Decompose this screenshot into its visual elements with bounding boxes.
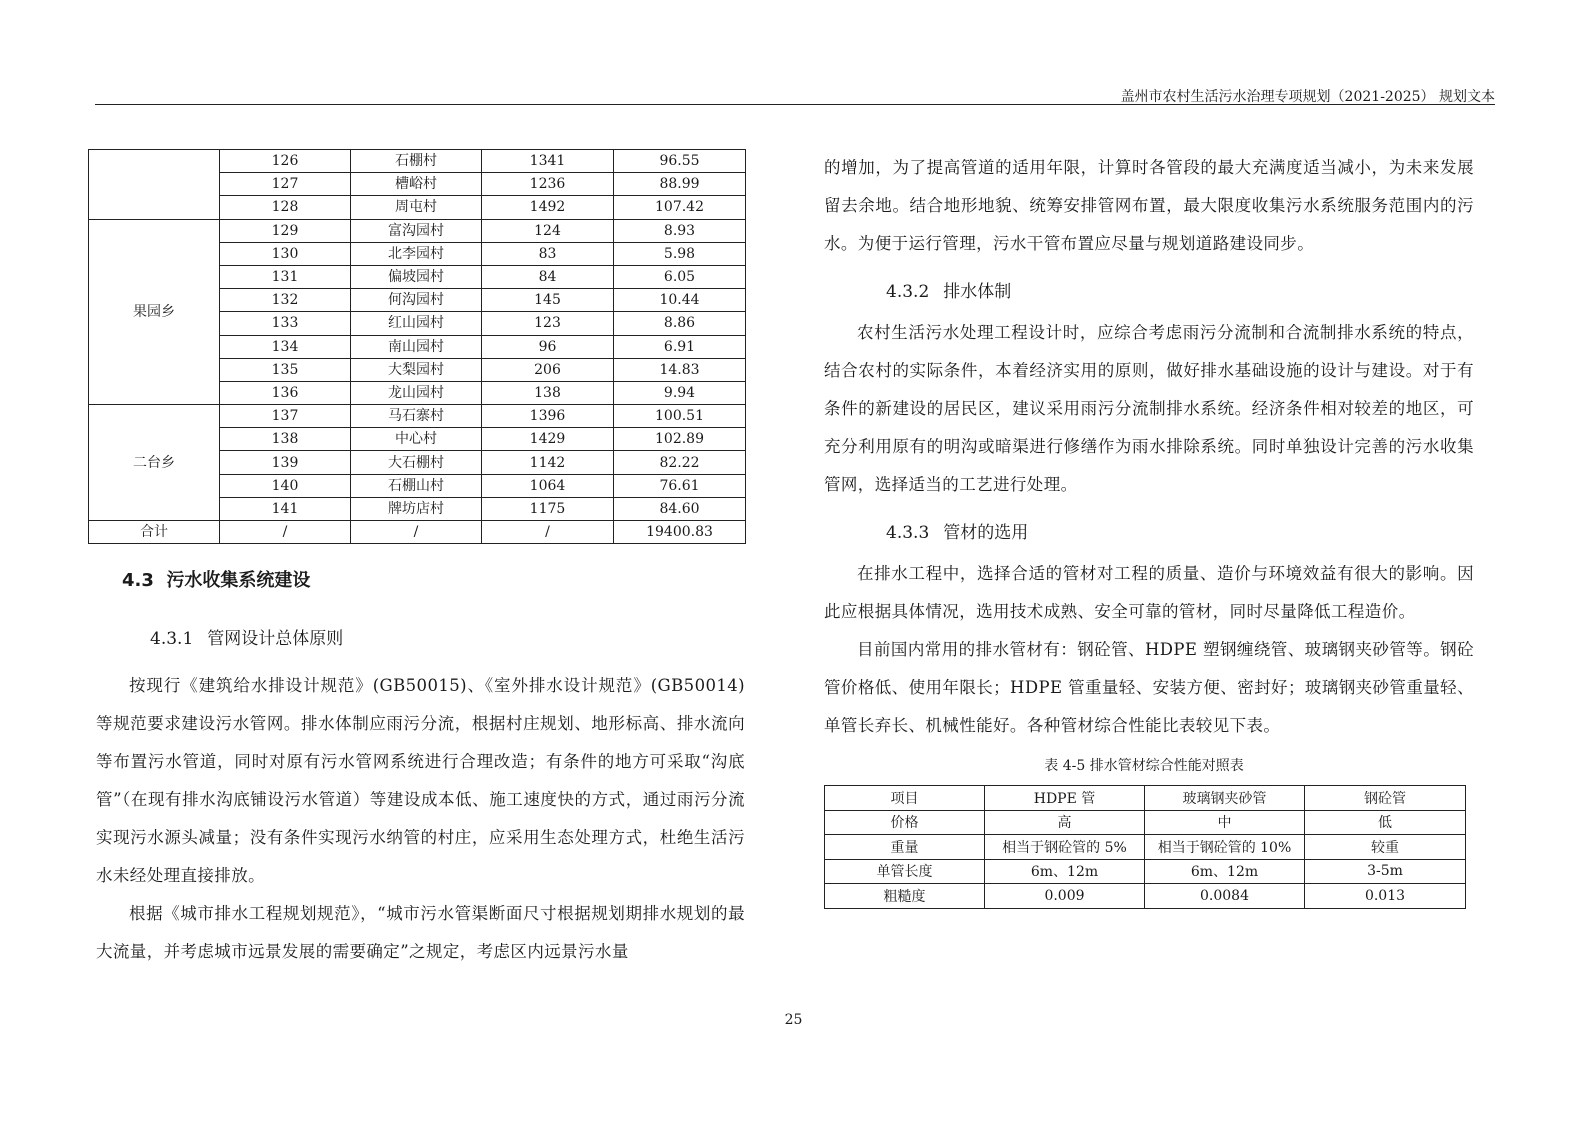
village-cell: 槽峪村 — [351, 173, 482, 196]
column-header: 玻璃钢夹砂管 — [1145, 786, 1305, 811]
sewage-volume-cell: 9.94 — [614, 381, 746, 404]
value-cell: 较重 — [1305, 835, 1466, 860]
paragraph-drainage-code: 根据《城市排水工程规划规范》，“城市污水管渠断面尺寸根据规划期排水规划的最大流量，并考虑城市远景发展的需要确定”之规定，考虑区内远景污水量 — [96, 904, 745, 962]
sewage-volume-cell: 76.61 — [614, 474, 746, 497]
table-row — [89, 219, 746, 242]
population-cell: 206 — [482, 358, 614, 381]
village-cell: 偏坡园村 — [351, 265, 482, 288]
value-cell: 6m、12m — [1145, 859, 1305, 884]
subsection-heading-4-3-1 — [150, 624, 745, 649]
table-caption: 表 4-5 排水管材综合性能对照表 — [1044, 758, 1244, 774]
sewage-volume-cell: 102.89 — [614, 428, 746, 451]
section-title: 污水收集系统建设 — [166, 570, 311, 592]
sewage-volume-cell: 8.93 — [614, 219, 746, 242]
index-cell: 128 — [220, 196, 351, 219]
population-cell: 83 — [482, 242, 614, 265]
paragraph-continuation: 的增加，为了提高管道的适用年限，计算时各管段的最大充满度适当减小，为未来发展留去余地。结合地形地貌、统筹安排管网布置，最大限度收集污水系统服务范围内的污水。为便于运行管理，污水干管布置应尽量与规划道路建设同步。 — [824, 158, 1474, 253]
subsection-title: 排水体制 — [943, 282, 1012, 302]
subsection-number: 4.3.2 — [886, 282, 930, 302]
value-cell: 相当于钢砼管的 5% — [985, 835, 1145, 860]
column-header: 项目 — [825, 786, 985, 811]
total-cell: / — [482, 521, 614, 544]
index-cell: 134 — [220, 335, 351, 358]
right-column — [824, 149, 1474, 909]
village-cell: 大石棚村 — [351, 451, 482, 474]
village-cell: 大梨园村 — [351, 358, 482, 381]
index-cell: 135 — [220, 358, 351, 381]
index-cell: 131 — [220, 265, 351, 288]
index-cell: 137 — [220, 405, 351, 428]
value-cell: 中 — [1145, 810, 1305, 835]
table-row — [825, 810, 1466, 835]
index-cell: 127 — [220, 173, 351, 196]
village-cell: 周屯村 — [351, 196, 482, 219]
value-cell: 相当于钢砼管的 10% — [1145, 835, 1305, 860]
village-cell: 牌坊店村 — [351, 497, 482, 520]
population-cell: 1492 — [482, 196, 614, 219]
index-cell: 140 — [220, 474, 351, 497]
population-cell: 96 — [482, 335, 614, 358]
index-cell: 133 — [220, 312, 351, 335]
total-row — [89, 521, 746, 544]
row-label-cell: 价格 — [825, 810, 985, 835]
village-cell: 石棚村 — [351, 150, 482, 173]
sewage-volume-cell: 8.86 — [614, 312, 746, 335]
subsection-heading-4-3-3 — [886, 518, 1474, 543]
population-cell: 145 — [482, 289, 614, 312]
subsection-title: 管网设计总体原则 — [207, 629, 344, 650]
sewage-volume-cell: 5.98 — [614, 242, 746, 265]
sewage-volume-cell: 6.05 — [614, 265, 746, 288]
value-cell: 0.013 — [1305, 884, 1466, 909]
village-cell: 富沟园村 — [351, 219, 482, 242]
pipe-comparison-table-body — [825, 786, 1466, 909]
index-cell: 132 — [220, 289, 351, 312]
village-cell: 中心村 — [351, 428, 482, 451]
population-cell: 1175 — [482, 497, 614, 520]
index-cell: 141 — [220, 497, 351, 520]
sewage-volume-cell: 100.51 — [614, 405, 746, 428]
population-cell: 1341 — [482, 150, 614, 173]
value-cell: 0.0084 — [1145, 884, 1305, 909]
population-cell: 1396 — [482, 405, 614, 428]
row-label-cell: 单管长度 — [825, 859, 985, 884]
sewage-volume-cell: 14.83 — [614, 358, 746, 381]
index-cell: 129 — [220, 219, 351, 242]
township-cell — [89, 150, 220, 220]
index-cell: 130 — [220, 242, 351, 265]
header-title: 盖州市农村生活污水治理专项规划（2021-2025） 规划文本 — [1120, 89, 1495, 105]
total-cell: / — [220, 521, 351, 544]
section-heading — [122, 566, 745, 592]
village-cell: 何沟园村 — [351, 289, 482, 312]
section-number: 4.3 — [122, 570, 154, 592]
table-row — [825, 859, 1466, 884]
table-row — [825, 835, 1466, 860]
total-cell: 合计 — [89, 521, 220, 544]
sewage-volume-cell: 6.91 — [614, 335, 746, 358]
value-cell: 0.009 — [985, 884, 1145, 909]
row-label-cell: 重量 — [825, 835, 985, 860]
village-sewage-table — [88, 149, 746, 544]
population-cell: 1064 — [482, 474, 614, 497]
paragraph-pipe-selection: 在排水工程中，选择合适的管材对工程的质量、造价与环境效益有很大的影响。因此应根据具体情况，选用技术成熟、安全可靠的管材，同时尽量降低工程造价。 — [824, 564, 1474, 621]
village-cell: 南山园村 — [351, 335, 482, 358]
township-cell: 果园乡 — [89, 219, 220, 405]
village-cell: 石棚山村 — [351, 474, 482, 497]
table-row — [89, 405, 746, 428]
paragraph-drainage-system: 农村生活污水处理工程设计时，应综合考虑雨污分流制和合流制排水系统的特点，结合农村的实际条件，本着经济实用的原则，做好排水基础设施的设计与建设。对于有条件的新建设的居民区，建议采用雨污分流制排水系统。经济条件相对较差的地区，可充分利用原有的明沟或暗渠进行修缮作为雨水排除系统。同时单独设计完善的污水收集管网，选择适当的工艺进行处理。 — [824, 323, 1474, 494]
table-row — [89, 150, 746, 173]
total-cell: 19400.83 — [614, 521, 746, 544]
value-cell: 6m、12m — [985, 859, 1145, 884]
row-label-cell: 粗糙度 — [825, 884, 985, 909]
index-cell: 139 — [220, 451, 351, 474]
population-cell: 138 — [482, 381, 614, 404]
subsection-heading-4-3-2 — [886, 277, 1474, 302]
index-cell: 126 — [220, 150, 351, 173]
column-header: 钢砼管 — [1305, 786, 1466, 811]
population-cell: 1429 — [482, 428, 614, 451]
subsection-number: 4.3.1 — [150, 629, 194, 650]
value-cell: 低 — [1305, 810, 1466, 835]
subsection-title: 管材的选用 — [943, 523, 1029, 543]
sewage-volume-cell: 96.55 — [614, 150, 746, 173]
village-cell: 马石寨村 — [351, 405, 482, 428]
population-cell: 1236 — [482, 173, 614, 196]
village-sewage-table-body — [89, 150, 746, 544]
paragraph-pipe-types: 目前国内常用的排水管材有：钢砼管、HDPE 塑钢缠绕管、玻璃钢夹砂管等。钢砼管价格低、使用年限长；HDPE 管重量轻、安装方便、密封好；玻璃钢夹砂管重量轻、单管长弃长、机械性能好。各种管材综合性能比表较见下表。 — [824, 640, 1474, 735]
left-column — [88, 149, 745, 971]
table-header-row — [825, 786, 1466, 811]
value-cell: 3-5m — [1305, 859, 1466, 884]
table-row — [825, 884, 1466, 909]
village-cell: 北李园村 — [351, 242, 482, 265]
village-cell: 龙山园村 — [351, 381, 482, 404]
index-cell: 138 — [220, 428, 351, 451]
population-cell: 84 — [482, 265, 614, 288]
sewage-volume-cell: 107.42 — [614, 196, 746, 219]
subsection-number: 4.3.3 — [886, 523, 930, 543]
sewage-volume-cell: 84.60 — [614, 497, 746, 520]
population-cell: 124 — [482, 219, 614, 242]
index-cell: 136 — [220, 381, 351, 404]
population-cell: 123 — [482, 312, 614, 335]
township-cell: 二台乡 — [89, 405, 220, 521]
page-number: 25 — [784, 1012, 803, 1028]
value-cell: 高 — [985, 810, 1145, 835]
paragraph-network-principles: 按现行《建筑给水排设计规范》(GB50015)、《室外排水设计规范》(GB50014)等规范要求建设污水管网。排水体制应雨污分流，根据村庄规划、地形标高、排水流向等布置污水管道，同时对原有污水管网系统进行合理改造；有条件的地方可采取“沟底管”（在现有排水沟底铺设污水管道）等建设成本低、施工速度快的方式，通过雨污分流实现污水源头减量；没有条件实现污水纳管的村庄，应采用生态处理方式，杜绝生活污水未经处理直接排放。 — [96, 676, 745, 886]
pipe-comparison-table — [824, 785, 1466, 909]
village-cell: 红山园村 — [351, 312, 482, 335]
header-divider — [95, 104, 1495, 105]
population-cell: 1142 — [482, 451, 614, 474]
column-header: HDPE 管 — [985, 786, 1145, 811]
total-cell: / — [351, 521, 482, 544]
sewage-volume-cell: 10.44 — [614, 289, 746, 312]
sewage-volume-cell: 82.22 — [614, 451, 746, 474]
sewage-volume-cell: 88.99 — [614, 173, 746, 196]
